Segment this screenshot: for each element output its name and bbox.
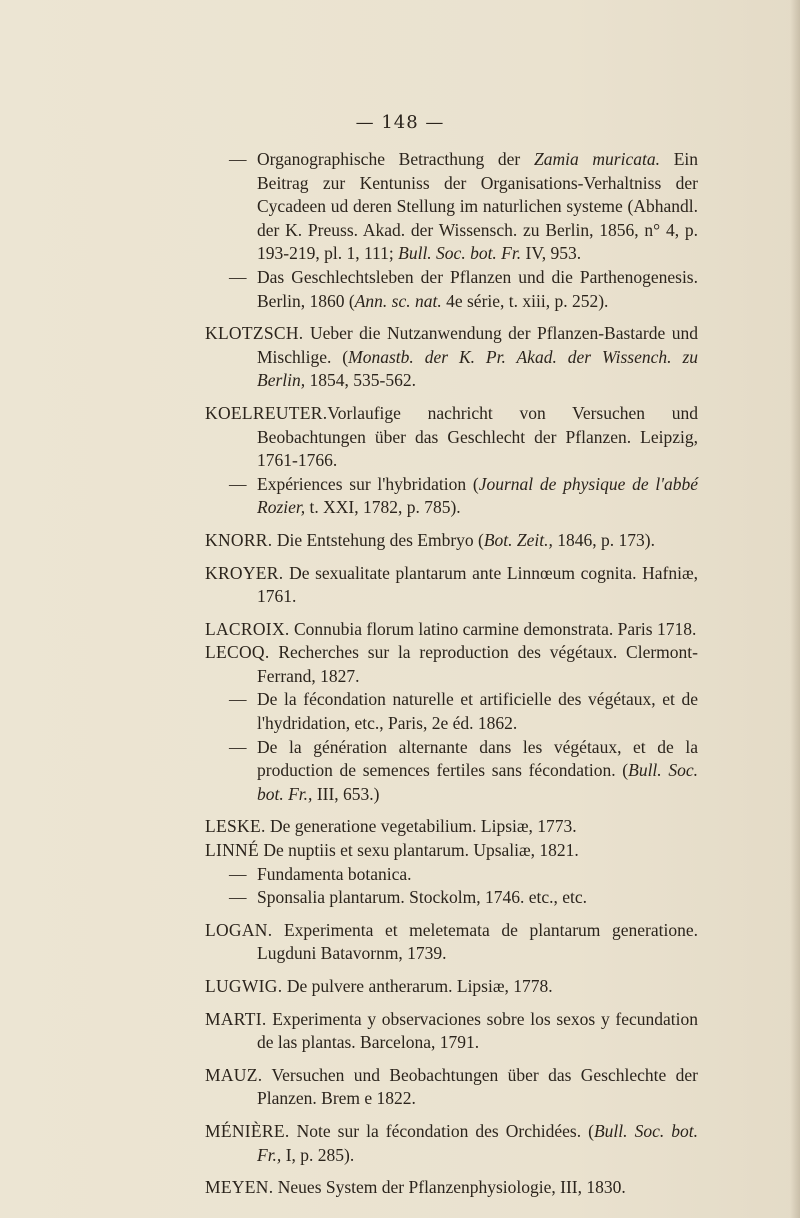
entry-author: MAUZ. — [205, 1064, 263, 1085]
entry-author: LINNÉ — [205, 840, 259, 861]
bibliography-entry — [205, 402, 698, 473]
entry-text: Experimenta et meletemata de plantarum generatione. Lugduni Batavornm, 1739. — [257, 919, 698, 964]
entry-text: Ein Beitrag zur Kentuniss der Organisations-Verhaltniss der Cycadeen ud deren Stellung im naturlichen systeme (Abhandl. der K. Preuss. Akad. der Wissensch. zu Berlin, 1856, n° 4, p. 193-219, pl. 1, 111; — [257, 149, 698, 264]
bibliography-entry — [205, 1064, 698, 1111]
entry-text: IV, 953. — [521, 243, 582, 264]
entry-text: De generatione vegetabilium. Lipsiæ, 1773. — [265, 816, 577, 837]
ditto-dash: — — [229, 863, 247, 884]
entry-text: De sexualitate plantarum ante Linnœum cognita. Hafniæ, 1761. — [257, 562, 698, 607]
entry-author: KLOTZSCH. — [205, 323, 304, 344]
ditto-dash: — — [229, 266, 247, 287]
entry-text: Die Entstehung des Embryo ( — [272, 529, 484, 550]
page-edge-shadow — [790, 0, 800, 1218]
bibliography-entry — [205, 1120, 698, 1167]
entry-author: KOELREUTER. — [205, 402, 328, 423]
entry-italic-text: Monastb. der K. Pr. Akad. der Wissench. zu Berlin, — [257, 346, 699, 391]
entry-author: LUGWIG. — [205, 976, 283, 996]
bibliography-list — [205, 148, 698, 1200]
bibliography-entry — [205, 1008, 698, 1055]
entry-italic-text: Zamia muricata. — [533, 149, 660, 169]
bibliography-entry — [205, 641, 698, 688]
bibliography-entry — [205, 688, 698, 735]
bibliography-entry — [205, 618, 698, 642]
entry-text: De pulvere antherarum. Lipsiæ, 1778. — [282, 976, 553, 996]
bibliography-entry — [205, 839, 698, 863]
bibliography-entry — [205, 886, 698, 910]
entry-author: LESKE. — [205, 816, 266, 837]
bibliography-entry — [205, 815, 698, 839]
entry-author: LOGAN. — [205, 919, 273, 940]
entry-italic-text: Journal de physique de l'abbé Rozier, — [257, 473, 698, 518]
entry-text: t. XXI, 1782, p. 785). — [305, 497, 461, 518]
bibliography-entry — [205, 473, 698, 520]
entry-text: Vorlaufige nachricht von Versuchen und Beobachtungen über das Geschlecht der Pflanzen. Leipzig, 1761-1766. — [257, 402, 698, 471]
entry-italic-text: Bot. Zeit., — [483, 529, 553, 550]
ditto-dash: — — [229, 473, 247, 494]
entry-text: Neues System der Pflanzenphysiologie, III, 1830. — [273, 1177, 626, 1198]
entry-text: 1846, p. 173). — [552, 529, 655, 550]
entry-text: Recherches sur la reproduction des végétaux. Clermont-Ferrand, 1827. — [257, 642, 698, 686]
bibliography-entry — [205, 1176, 698, 1200]
entry-text: 1854, 535-562. — [305, 370, 416, 391]
entry-text: Note sur la fécondation des Orchidées. ( — [289, 1120, 594, 1141]
entry-text: Connubia florum latino carmine demonstrata. Paris 1718. — [289, 618, 697, 639]
bibliography-entry — [205, 736, 698, 807]
entry-text: Das Geschlechtsleben der Pflanzen und die Parthenogenesis. Berlin, 1860 ( — [257, 266, 698, 311]
bibliography-entry — [205, 148, 698, 266]
bibliography-entry — [205, 863, 698, 887]
bibliography-entry — [205, 562, 698, 609]
entry-text: De la génération alternante dans les végétaux, et de la production de semences fertiles sans fécondation. ( — [257, 736, 698, 781]
entry-italic-text: Bull. Soc. bot. Fr., — [257, 1120, 698, 1165]
entry-text: Organographische Betracthung der — [257, 149, 534, 169]
ditto-dash: — — [229, 887, 247, 908]
entry-author: LECOQ. — [205, 642, 270, 663]
entry-author: MEYEN. — [205, 1177, 274, 1198]
entry-italic-text: Bull. Soc. bot. Fr. — [398, 243, 522, 264]
entry-text: 4e série, t. xiii, p. 252). — [441, 290, 609, 311]
bibliography-entry — [205, 529, 698, 553]
entry-text: De la fécondation naturelle et artificielle des végétaux, et de l'hydridation, etc., Paris, 2e éd. 1862. — [257, 689, 698, 734]
entry-text: III, 653.) — [312, 783, 380, 804]
entry-author: KNORR. — [205, 529, 273, 550]
entry-author: KROYER. — [205, 562, 284, 583]
page-number: — 148 — — [355, 112, 445, 133]
entry-italic-text: Bull. Soc. bot. Fr., — [257, 760, 699, 804]
ditto-dash: — — [229, 736, 247, 757]
bibliography-entry — [205, 322, 698, 393]
entry-text: I, p. 285). — [281, 1144, 355, 1165]
entry-text: Versuchen und Beobachtungen über das Geschlechte der Planzen. Brem e 1822. — [257, 1064, 698, 1109]
entry-author: LACROIX. — [205, 618, 290, 639]
bibliography-entry — [205, 975, 698, 999]
entry-author: MARTI. — [205, 1008, 267, 1029]
entry-text: Ueber die Nutzanwendung der Pflanzen-Bastarde und Mischlige. ( — [257, 323, 698, 367]
entry-text: Sponsalia plantarum. Stockolm, 1746. etc., etc. — [257, 887, 588, 908]
entry-author: MÉNIÈRE. — [205, 1120, 290, 1141]
entry-italic-text: Ann. sc. nat. — [354, 290, 442, 311]
entry-text: De nuptiis et sexu plantarum. Upsaliæ, 1821. — [258, 840, 579, 861]
ditto-dash: — — [229, 689, 247, 710]
entry-text: Experimenta y observaciones sobre los sexos y fecundation de las plantas. Barcelona, 1791. — [257, 1008, 698, 1053]
entry-text: Fundamenta botanica. — [257, 863, 412, 884]
ditto-dash: — — [229, 149, 247, 169]
entry-text: Expériences sur l'hybridation ( — [257, 473, 479, 494]
bibliography-entry — [205, 266, 698, 313]
bibliography-entry — [205, 919, 698, 966]
